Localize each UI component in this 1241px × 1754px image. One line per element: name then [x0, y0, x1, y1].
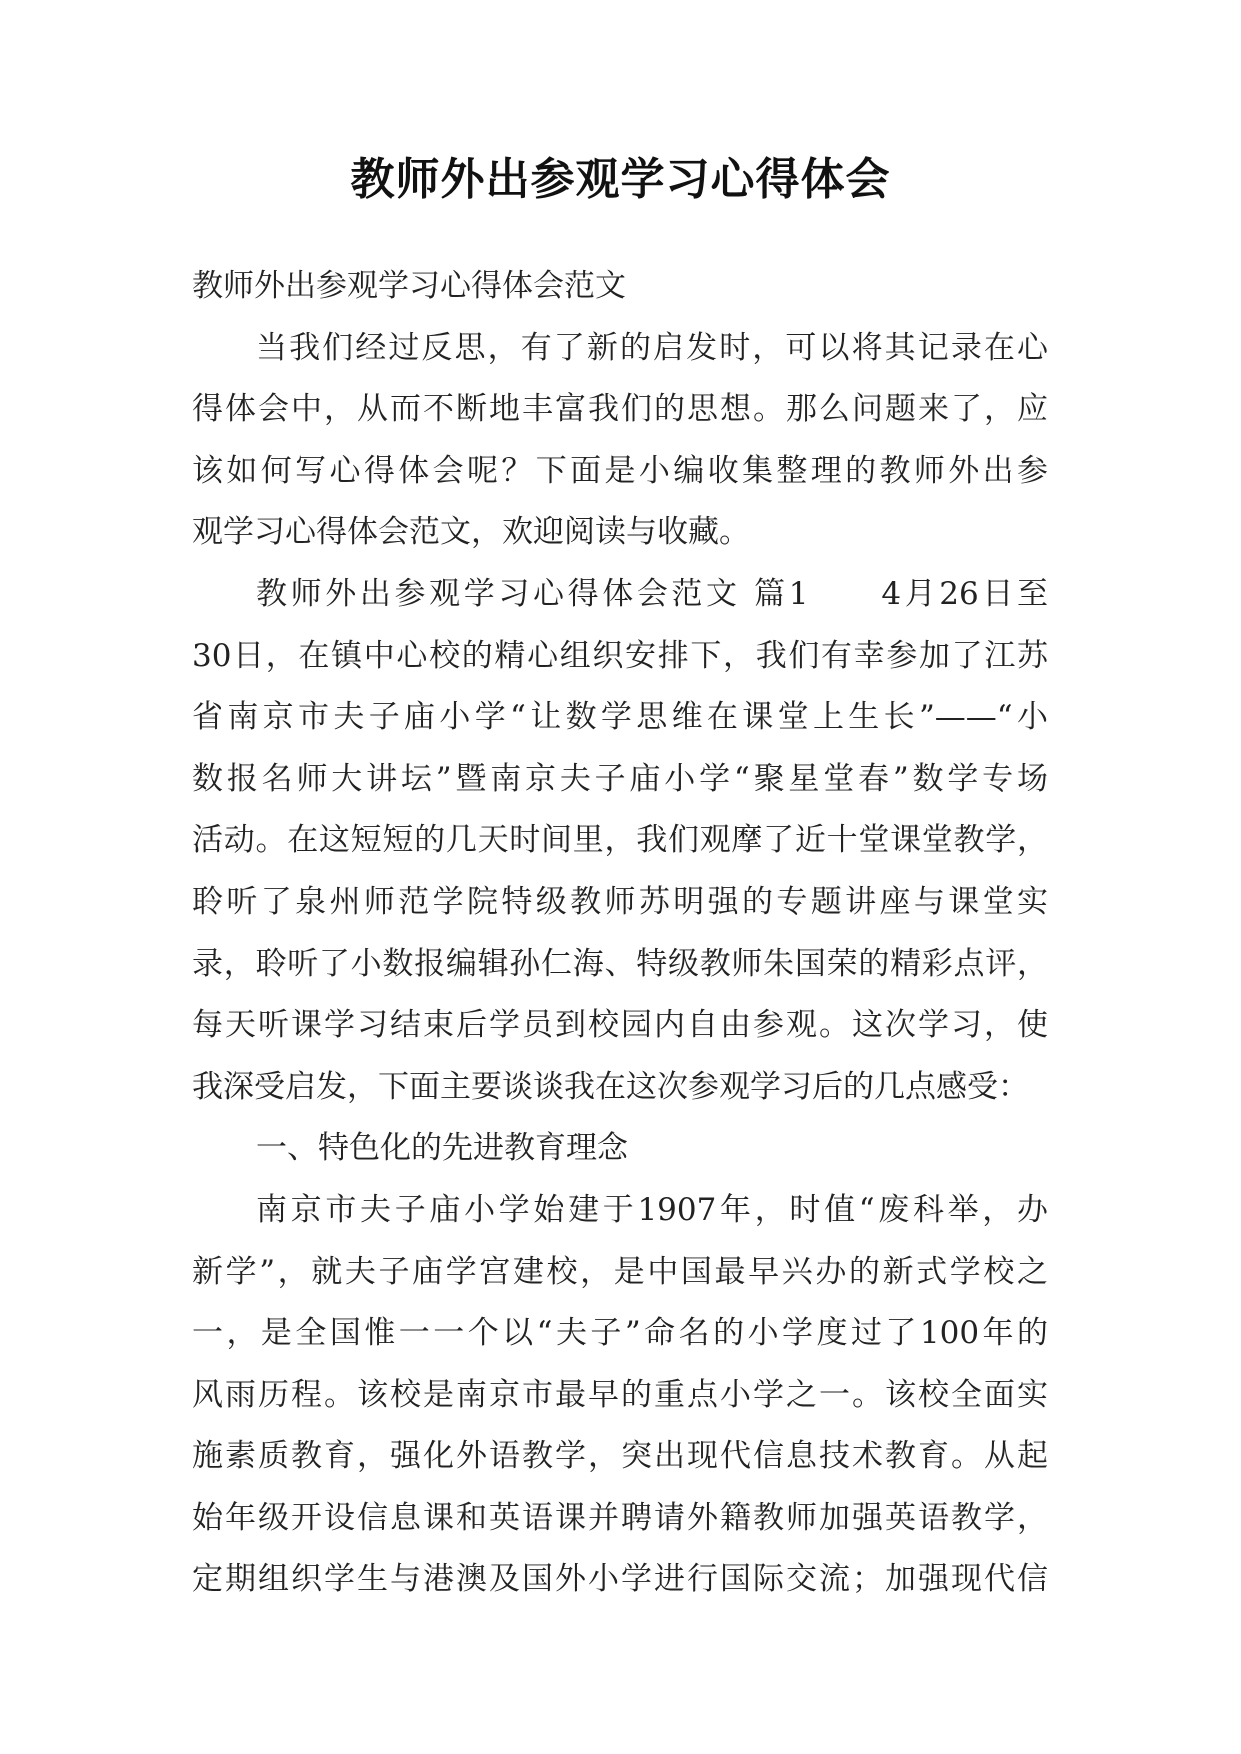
- text-line: 得体会中，从而不断地丰富我们的思想。那么问题来了，应: [192, 391, 1048, 428]
- text-line: 施素质教育，强化外语教学，突出现代信息技术教育。从起: [192, 1438, 1048, 1475]
- text-line: 一，是全国惟一一个以“夫子”命名的小学度过了100年的: [192, 1315, 1048, 1352]
- text-line: 该如何写心得体会呢？下面是小编收集整理的教师外出参: [192, 452, 1048, 489]
- document-title: 教师外出参观学习心得体会: [350, 154, 891, 205]
- text-line: 活动。在这短短的几天时间里，我们观摩了近十堂课堂教学，: [192, 822, 1048, 859]
- text-line: 南京市夫子庙小学始建于1907年，时值“废科举，办: [256, 1191, 1048, 1228]
- text-line: 风雨历程。该校是南京市最早的重点小学之一。该校全面实: [192, 1376, 1048, 1413]
- text-line: 始年级开设信息课和英语课并聘请外籍教师加强英语教学，: [192, 1499, 1048, 1536]
- text-line: 教师外出参观学习心得体会范文 篇1 4月26日至: [256, 575, 1048, 612]
- text-line: 定期组织学生与港澳及国外小学进行国际交流；加强现代信: [192, 1561, 1048, 1598]
- text-line: 一、特色化的先进教育理念: [256, 1130, 628, 1167]
- text-line: 每天听课学习结束后学员到校园内自由参观。这次学习，使: [192, 1007, 1048, 1044]
- text-line: 省南京市夫子庙小学“让数学思维在课堂上生长”——“小: [192, 699, 1048, 736]
- text-line: 录，聆听了小数报编辑孙仁海、特级教师朱国荣的精彩点评，: [192, 945, 1048, 982]
- text-line: 数报名师大讲坛”暨南京夫子庙小学“聚星堂春”数学专场: [192, 760, 1048, 797]
- text-line: 30日，在镇中心校的精心组织安排下，我们有幸参加了江苏: [192, 637, 1048, 674]
- text-line: 观学习心得体会范文，欢迎阅读与收藏。: [192, 514, 750, 551]
- text-line: 聆听了泉州师范学院特级教师苏明强的专题讲座与课堂实: [192, 883, 1048, 920]
- text-line: 我深受启发，下面主要谈谈我在这次参观学习后的几点感受：: [192, 1068, 1029, 1105]
- text-line: 新学”，就夫子庙学宫建校，是中国最早兴办的新式学校之: [192, 1253, 1048, 1290]
- text-line: 教师外出参观学习心得体会范文: [192, 268, 626, 304]
- text-line: 当我们经过反思，有了新的启发时，可以将其记录在心: [256, 329, 1048, 366]
- document-body: [192, 256, 1048, 1611]
